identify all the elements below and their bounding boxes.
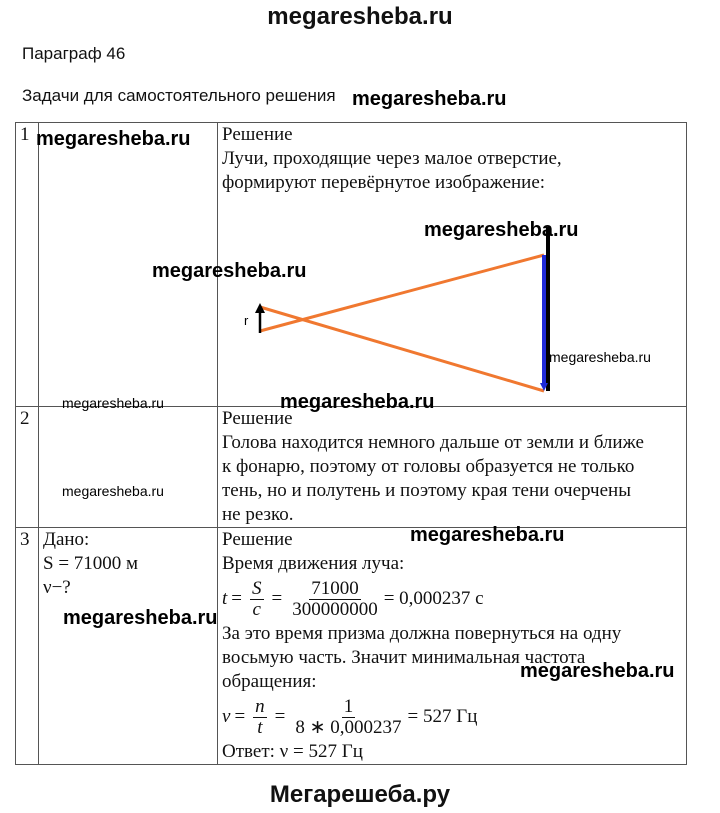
formula-lhs: ν: [222, 706, 231, 727]
solution-text-line: к фонарю, поэтому от головы образуется не только: [222, 456, 635, 477]
solution-cell: [218, 407, 687, 528]
task-number: 1: [16, 123, 39, 407]
formula-result: = 527 Гц: [407, 706, 478, 727]
task-number: 2: [16, 407, 39, 528]
formula-lhs: t: [222, 588, 228, 609]
formula-eq: =: [231, 588, 242, 609]
solution-text-line: Лучи, проходящие через малое отверстие,: [222, 148, 562, 169]
fraction-denominator: c: [252, 598, 261, 620]
watermark: megaresheba.ru: [549, 349, 651, 365]
formula-eq: =: [274, 706, 286, 727]
footer-title: Мегарешеба.ру: [269, 781, 451, 808]
formula-eq: =: [271, 588, 283, 609]
solution-text-line: За это время призма должна повернуться на одну: [222, 623, 622, 644]
task-number: 3: [16, 528, 39, 765]
given-cell: [39, 528, 218, 765]
watermark: megaresheba.ru: [62, 483, 164, 499]
solution-text-line: восьмую часть. Значит минимальная частота: [222, 647, 586, 668]
solution-text-line: формируют перевёрнутое изображение:: [222, 172, 546, 193]
watermark: megaresheba.ru: [152, 260, 307, 282]
solution-title: Решение: [222, 124, 293, 145]
solution-text-line: не резко.: [222, 504, 294, 525]
watermark: megaresheba.ru: [36, 128, 191, 150]
fraction: [250, 579, 264, 620]
solution-text-line: тень, но и полутень и поэтому края тени очерчены: [222, 480, 631, 501]
fraction: [293, 697, 403, 738]
watermark: megaresheba.ru: [62, 395, 164, 411]
solution-cell: [218, 528, 687, 765]
watermark: megaresheba.ru: [63, 607, 218, 629]
fraction-denominator: 8 ∗ 0,000237: [295, 716, 402, 738]
given-title: Дано:: [43, 529, 90, 550]
watermark: megaresheba.ru: [424, 219, 579, 241]
task-row-3: [16, 528, 687, 765]
frequency-formula: [222, 694, 682, 740]
fraction-denominator: t: [257, 716, 263, 738]
time-formula: [222, 576, 682, 622]
paragraph-heading: Параграф 46: [22, 44, 126, 63]
given-value: S = 71000 м: [43, 553, 139, 574]
section-subtitle: Задачи для самостоятельного решения: [22, 86, 336, 105]
fraction-denominator: 300000000: [292, 598, 378, 620]
site-title: megaresheba.ru: [267, 3, 453, 30]
fraction-numerator: 71000: [311, 577, 359, 599]
solution-title: Решение: [222, 408, 293, 429]
object-label: r: [244, 313, 249, 328]
watermark: megaresheba.ru: [352, 88, 507, 110]
fraction-numerator: n: [255, 695, 265, 717]
given-cell: [39, 407, 218, 528]
fraction-numerator: 1: [343, 695, 354, 717]
fraction-numerator: S: [252, 577, 262, 599]
given-unknown: ν−?: [43, 577, 71, 598]
formula-eq: =: [234, 706, 246, 727]
watermark: megaresheba.ru: [520, 660, 675, 682]
fraction: [253, 697, 267, 738]
solution-intro: Время движения луча:: [222, 553, 405, 574]
task-row-2: [16, 407, 687, 528]
watermark: megaresheba.ru: [410, 524, 565, 546]
solution-text-line: обращения:: [222, 671, 317, 692]
solution-title: Решение: [222, 529, 293, 550]
answer-line: Ответ: ν = 527 Гц: [222, 741, 363, 762]
formula-result: = 0,000237 с: [383, 588, 484, 609]
watermark: megaresheba.ru: [280, 391, 435, 413]
fraction: [290, 579, 380, 620]
solution-text-line: Голова находится немного дальше от земли и ближе: [222, 432, 644, 453]
